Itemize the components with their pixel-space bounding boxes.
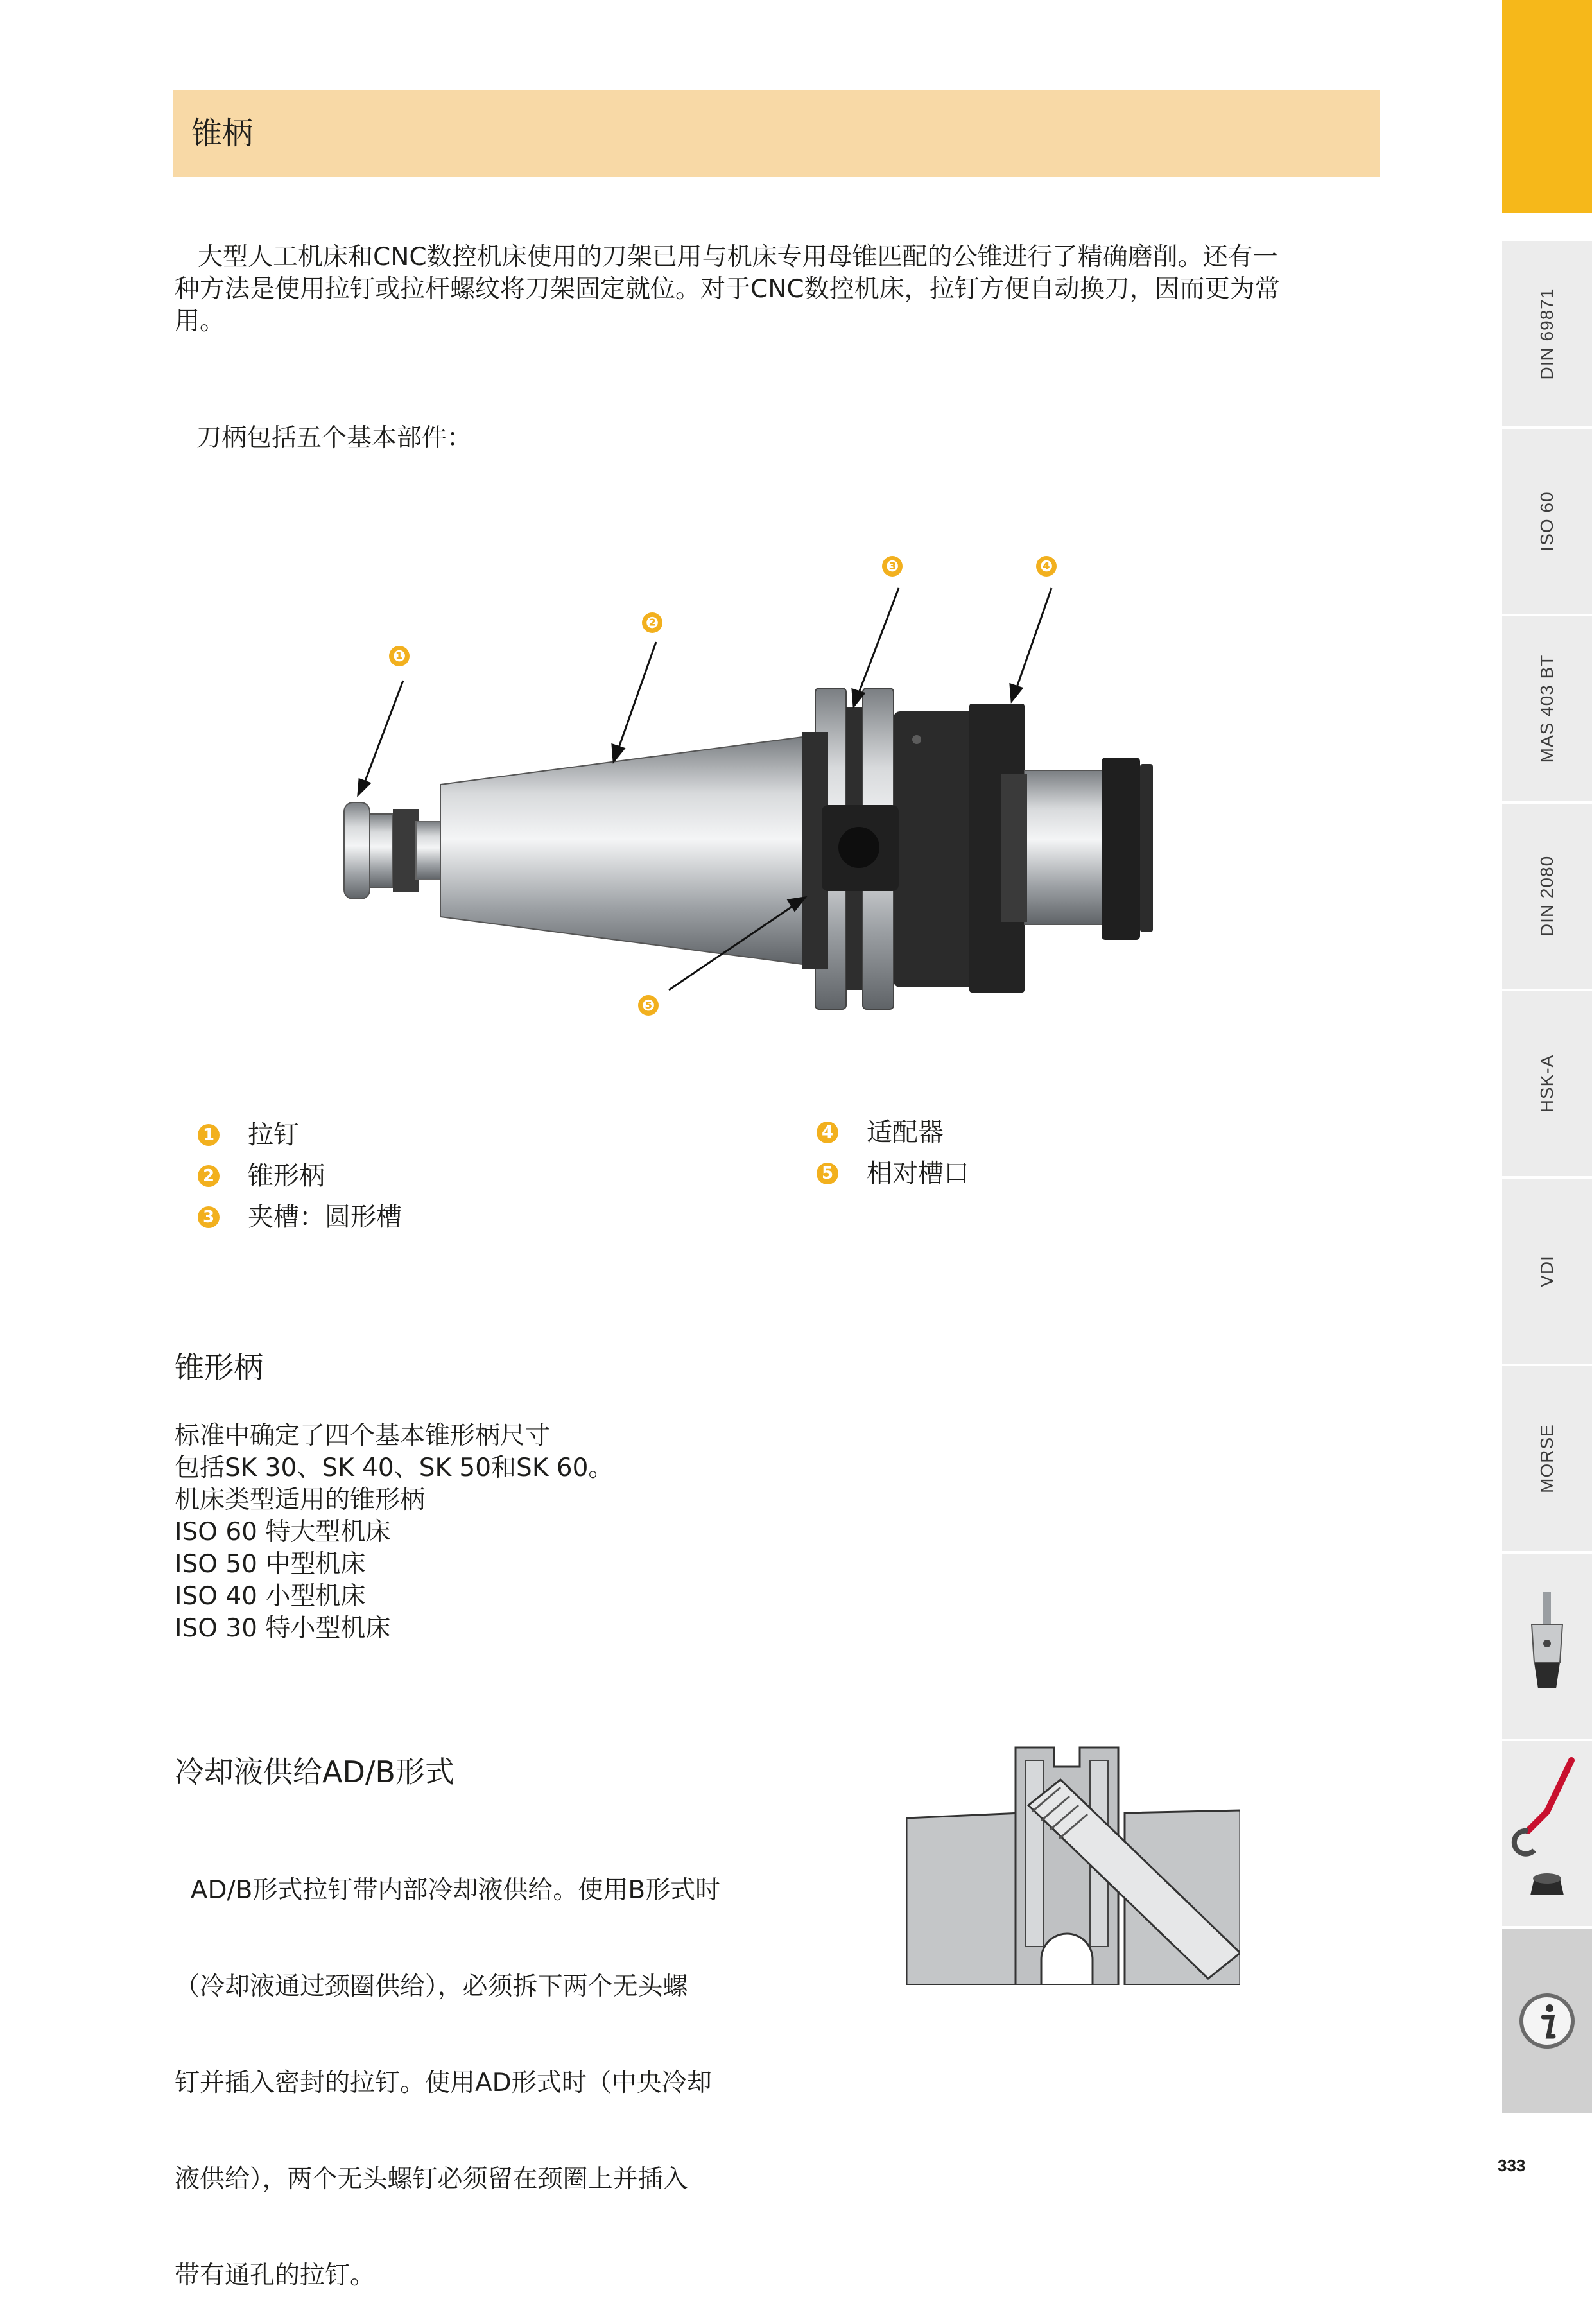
tool-holder-diagram (308, 539, 1194, 1040)
coolant-line: （冷却液通过颈圈供给），必须拆下两个无头螺 (175, 1972, 688, 2001)
title-bar (173, 90, 1380, 177)
legend-label: 相对槽口 (867, 1159, 969, 1188)
adapter (969, 704, 1153, 993)
tab-label: VDI (1537, 1255, 1557, 1287)
legend-item (198, 1158, 402, 1194)
page-title: 锥柄 (191, 116, 254, 152)
taper-line: 机床类型适用的锥形柄 (175, 1486, 426, 1514)
intro-line: 用。 (175, 307, 225, 336)
taper-list (175, 1420, 613, 1645)
legend-label: 锥形柄 (248, 1161, 325, 1191)
legend-right (817, 1114, 969, 1192)
legend-item (198, 1117, 402, 1153)
taper-line: ISO 50 中型机床 (175, 1550, 366, 1579)
tab-label: DIN 69871 (1537, 288, 1557, 380)
pull-stud (344, 802, 442, 899)
tab-din-69871[interactable] (1502, 241, 1592, 429)
tab-label: MORSE (1537, 1424, 1557, 1493)
callout-2: ❷ (642, 612, 662, 633)
page-number: 333 (1498, 2156, 1526, 2175)
legend-number: 5 (817, 1163, 838, 1184)
legend-number: 3 (198, 1206, 220, 1228)
tab-morse[interactable] (1502, 1366, 1592, 1554)
callout-3: ❸ (882, 556, 903, 577)
tab-hsk-a[interactable] (1502, 991, 1592, 1179)
legend-label: 夹槽：圆形槽 (248, 1202, 402, 1232)
legend-number: 2 (198, 1165, 220, 1187)
tab-vdi[interactable] (1502, 1179, 1592, 1366)
taper-shank (440, 737, 802, 964)
taper-line: ISO 60 特大型机床 (175, 1518, 391, 1547)
coolant-line: 钉并插入密封的拉钉。使用AD形式时（中央冷却 (175, 2068, 712, 2097)
coolant-section-illustration (906, 1741, 1240, 1985)
taper-line: 包括SK 30、SK 40、SK 50和SK 60。 (175, 1453, 614, 1482)
tab-label: ISO 60 (1537, 491, 1557, 551)
tab-mas-403-bt[interactable] (1502, 616, 1592, 804)
tab-wrench-collet[interactable] (1502, 1741, 1592, 1929)
components-intro: 刀柄包括五个基本部件： (196, 424, 472, 453)
taper-line: ISO 30 特小型机床 (175, 1614, 391, 1643)
legend-label: 拉钉 (248, 1120, 299, 1150)
coolant-heading: 冷却液供给AD/B形式 (175, 1755, 454, 1789)
sidebar-accent (1502, 0, 1592, 213)
callout-1: ❶ (389, 646, 410, 666)
tab-label: HSK-A (1537, 1054, 1557, 1113)
wrench-collet-icon (1502, 1741, 1592, 1926)
tab-info[interactable] (1502, 1929, 1592, 2116)
callout-4: ❹ (1036, 556, 1057, 577)
tab-label: MAS 403 BT (1537, 654, 1557, 763)
legend-item (817, 1156, 969, 1192)
intro-line: 大型人工机床和CNC数控机床使用的刀架已用与机床专用母锥匹配的公锥进行了精确磨削。还有一 (198, 243, 1278, 272)
drill-chuck-icon (1502, 1554, 1592, 1739)
intro-line: 种方法是使用拉钉或拉杆螺纹将刀架固定就位。对于CNC数控机床，拉钉方便自动换刀，因而更为常 (175, 275, 1280, 304)
tab-label: DIN 2080 (1537, 855, 1557, 937)
taper-line: 标准中确定了四个基本锥形柄尺寸 (175, 1421, 551, 1450)
callout-5: ❺ (638, 995, 659, 1016)
legend-item (817, 1114, 969, 1150)
coolant-line: 液供给），两个无头螺钉必须留在颈圈上并插入 (175, 2165, 688, 2194)
coolant-line: 带有通孔的拉钉。 (175, 2261, 376, 2290)
legend-label: 适配器 (867, 1118, 944, 1147)
coolant-line: AD/B形式拉钉带内部冷却液供给。使用B形式时 (175, 1876, 721, 1905)
legend-number: 4 (817, 1122, 838, 1143)
sidebar (1502, 0, 1592, 2119)
tab-din-2080[interactable] (1502, 804, 1592, 991)
taper-line: ISO 40 小型机床 (175, 1582, 366, 1611)
tab-drill-chuck[interactable] (1502, 1554, 1592, 1741)
info-icon (1502, 1929, 1592, 2113)
legend-number: 1 (198, 1124, 220, 1146)
taper-heading: 锥形柄 (175, 1350, 263, 1385)
intro-paragraph (175, 241, 1394, 338)
coolant-paragraph (175, 1810, 778, 2324)
tab-iso-60[interactable] (1502, 429, 1592, 616)
legend-left (198, 1117, 402, 1235)
legend-item (198, 1199, 402, 1235)
